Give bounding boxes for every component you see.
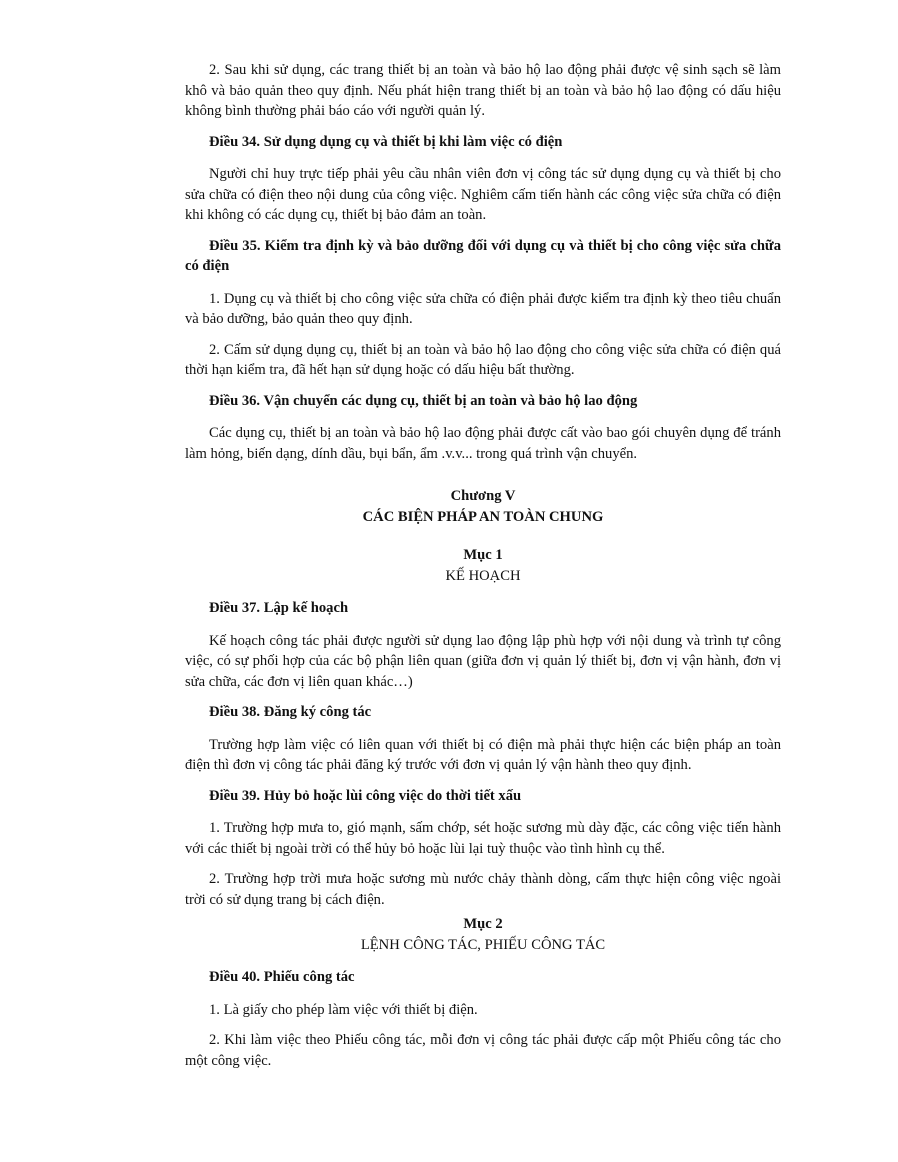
section-number: Mục 2 [463,916,503,932]
chapter-name: CÁC BIỆN PHÁP AN TOÀN CHUNG [362,508,604,525]
paragraph: 2. Trường hợp trời mưa hoặc sương mù nước chảy thành dòng, cấm thực hiện công việc ngoài trời có sử dụng trang bị cách điện. [185,871,781,908]
section-name: LỆNH CÔNG TÁC, PHIẾU CÔNG TÁC [360,936,606,953]
article-heading: Điều 38. Đăng ký công tác [209,704,372,720]
paragraph: Người chỉ huy trực tiếp phải yêu cầu nhân viên đơn vị công tác sử dụng dụng cụ và thiết bị cho sửa chữa có điện theo nội dung của công việc. Nghiêm cấm tiến hành các công việc sửa chữa có điện khi không có các dụng cụ, thiết bị bảo đảm an toàn. [185,166,781,223]
paragraph: 1. Trường hợp mưa to, gió mạnh, sấm chớp, sét hoặc sương mù dày đặc, các công việc tiến hành với các thiết bị ngoài trời có thể hủy bỏ hoặc lùi lại tuỳ thuộc vào tình hình cụ thể. [185,820,781,857]
article-heading: Điều 34. Sử dụng dụng cụ và thiết bị khi làm việc có điện [209,133,563,150]
article-heading: Điều 36. Vận chuyển các dụng cụ, thiết bị an toàn và bảo hộ lao động [209,392,638,409]
paragraph: 2. Khi làm việc theo Phiếu công tác, mỗi đơn vị công tác phải được cấp một Phiếu công tác cho một công việc. [185,1032,781,1069]
paragraph: Kế hoạch công tác phải được người sử dụng lao động lập phù hợp với nội dung và trình tự công việc, có sự phối hợp của các bộ phận liên quan (giữa đơn vị quản lý thiết bị, đơn vị vận hành, đơn vị sửa chữa, các đơn vị liên quan khác…) [185,632,781,690]
section-title [185,545,781,586]
paragraph: Các dụng cụ, thiết bị an toàn và bảo hộ lao động phải được cất vào bao gói chuyên dụng để tránh làm hỏng, biến dạng, dính dầu, bụi bẩn, ẩm .v.v... trong quá trình vận chuyển. [185,425,781,462]
section-number: Mục 1 [463,547,503,563]
article-heading: Điều 40. Phiếu công tác [209,969,355,985]
paragraph: Trường hợp làm việc có liên quan với thiết bị có điện mà phải thực hiện các biện pháp an toàn điện thì đơn vị công tác phải đăng ký trước với đơn vị quản lý vận hành theo quy định. [185,736,781,773]
paragraph: 1. Dụng cụ và thiết bị cho công việc sửa chữa có điện phải được kiểm tra định kỳ theo tiêu chuẩn và bảo dưỡng, bảo quản theo quy định. [185,290,781,327]
paragraph: 2. Sau khi sử dụng, các trang thiết bị an toàn và bảo hộ lao động phải được vệ sinh sạch sẽ làm khô và bảo quản theo quy định. Nếu phát hiện trang thiết bị an toàn và bảo hộ lao động có dấu hiệu không bình thường phải báo cáo với người quản lý. [185,62,781,119]
article-heading: Điều 39. Hủy bỏ hoặc lùi công việc do thời tiết xấu [209,787,522,804]
chapter-title [185,486,781,527]
document-page [185,60,781,1081]
article-heading: Điều 35. Kiểm tra định kỳ và bảo dưỡng đối với dụng cụ và thiết bị cho công việc sửa chữa có điện [185,237,781,274]
paragraph: 1. Là giấy cho phép làm việc với thiết bị điện. [209,1001,478,1018]
chapter-number: Chương V [450,488,516,504]
section-title [185,914,781,955]
article-heading: Điều 37. Lập kế hoạch [209,600,349,616]
paragraph: 2. Cấm sử dụng dụng cụ, thiết bị an toàn và bảo hộ lao động cho công việc sửa chữa có điện quá thời hạn kiểm tra, đã hết hạn sử dụng hoặc có dấu hiệu bất thường. [185,341,781,378]
section-name: KẾ HOẠCH [445,567,521,584]
